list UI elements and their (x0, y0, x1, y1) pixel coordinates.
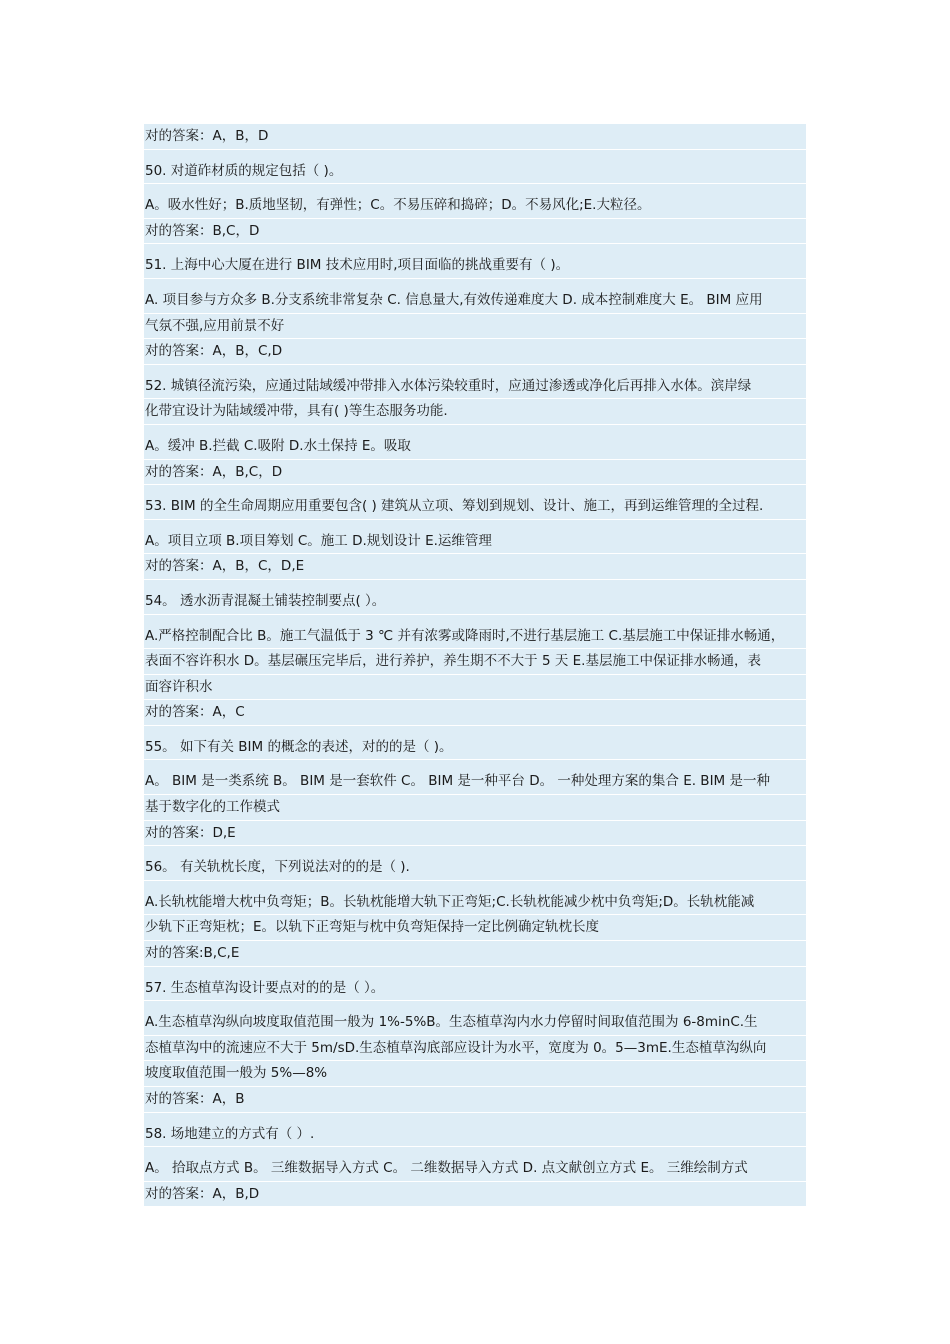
options-text: A。项目立项 B.项目筹划 C。施工 D.规划设计 E.运维管理 (144, 529, 806, 555)
answer-text: 对的答案：A，B，D (144, 124, 806, 150)
answer-text: 对的答案：A，B,D (144, 1182, 806, 1208)
options-text: A.生态植草沟纵向坡度取值范围一般为 1%-5%B。生态植草沟内水力停留时间取值范围为 6-8minC.生 (144, 1010, 806, 1036)
text-continuation: 态植草沟中的流速应不大于 5m/sD.生态植草沟底部应设计为水平，宽度为 0。5—3mE.生态植草沟纵向 (144, 1036, 806, 1062)
answer-text: 对的答案：D,E (144, 821, 806, 847)
question-text: 57. 生态植草沟设计要点对的的是（ ）。 (144, 976, 806, 1002)
answer-text: 对的答案：A，B (144, 1087, 806, 1113)
text-continuation: 少轨下正弯矩枕；E。以轨下正弯矩与枕中负弯矩保持一定比例确定轨枕长度 (144, 915, 806, 941)
text-continuation: 基于数字化的工作模式 (144, 795, 806, 821)
text-continuation: 气氛不强,应用前景不好 (144, 314, 806, 340)
options-text: A。吸水性好；B.质地坚韧，有弹性；C。不易压碎和捣碎；D。不易风化;E.大粒径。 (144, 193, 806, 219)
options-text: A。 拾取点方式 B。 三维数据导入方式 C。 二维数据导入方式 D. 点文献创立方式 E。 三维绘制方式 (144, 1156, 806, 1182)
options-text: A。缓冲 B.拦截 C.吸附 D.水土保持 E。吸取 (144, 434, 806, 460)
question-text: 58. 场地建立的方式有（ ）. (144, 1122, 806, 1148)
answer-text: 对的答案:B,C,E (144, 941, 806, 967)
answer-text: 对的答案：A，B,C，D (144, 460, 806, 486)
options-text: A. 项目参与方众多 B.分支系统非常复杂 C. 信息量大,有效传递难度大 D. 成本控制难度大 E。 BIM 应用 (144, 288, 806, 314)
text-continuation: 坡度取值范围一般为 5%—8% (144, 1061, 806, 1087)
question-text: 52. 城镇径流污染，应通过陆域缓冲带排入水体污染较重时，应通过渗透或净化后再排入水体。滨岸绿 (144, 374, 806, 400)
options-text: A.严格控制配合比 B。施工气温低于 3 ℃ 并有浓雾或降雨时,不进行基层施工 C.基层施工中保证排水畅通， (144, 624, 806, 650)
text-continuation: 化带宜设计为陆域缓冲带，具有( )等生态服务功能. (144, 399, 806, 425)
quiz-content-block (144, 124, 806, 1207)
question-text: 56。 有关轨枕长度，下列说法对的的是（ ). (144, 855, 806, 881)
answer-text: 对的答案：A，C (144, 700, 806, 726)
question-text: 54。 透水沥青混凝土铺装控制要点( ）。 (144, 589, 806, 615)
answer-text: 对的答案：A，B，C,D (144, 339, 806, 365)
options-text: A。 BIM 是一类系统 B。 BIM 是一套软件 C。 BIM 是一种平台 D。 一种处理方案的集合 E. BIM 是一种 (144, 769, 806, 795)
answer-text: 对的答案：B,C，D (144, 219, 806, 245)
text-continuation: 表面不容许积水 D。基层碾压完毕后，进行养护，养生期不不大于 5 天 E.基层施工中保证排水畅通，表 (144, 649, 806, 675)
options-text: A.长轨枕能增大枕中负弯矩；B。长轨枕能增大轨下正弯矩;C.长轨枕能减少枕中负弯矩;D。长轨枕能减 (144, 890, 806, 916)
answer-text: 对的答案：A，B，C，D,E (144, 554, 806, 580)
question-text: 51. 上海中心大厦在进行 BIM 技术应用时,项目面临的挑战重要有（ )。 (144, 253, 806, 279)
text-continuation: 面容许积水 (144, 675, 806, 701)
question-text: 50. 对道砟材质的规定包括（ )。 (144, 159, 806, 185)
question-text: 55。 如下有关 BIM 的概念的表述，对的的是（ )。 (144, 735, 806, 761)
question-text: 53. BIM 的全生命周期应用重要包含( ) 建筑从立项、筹划到规划、设计、施工，再到运维管理的全过程. (144, 494, 806, 520)
